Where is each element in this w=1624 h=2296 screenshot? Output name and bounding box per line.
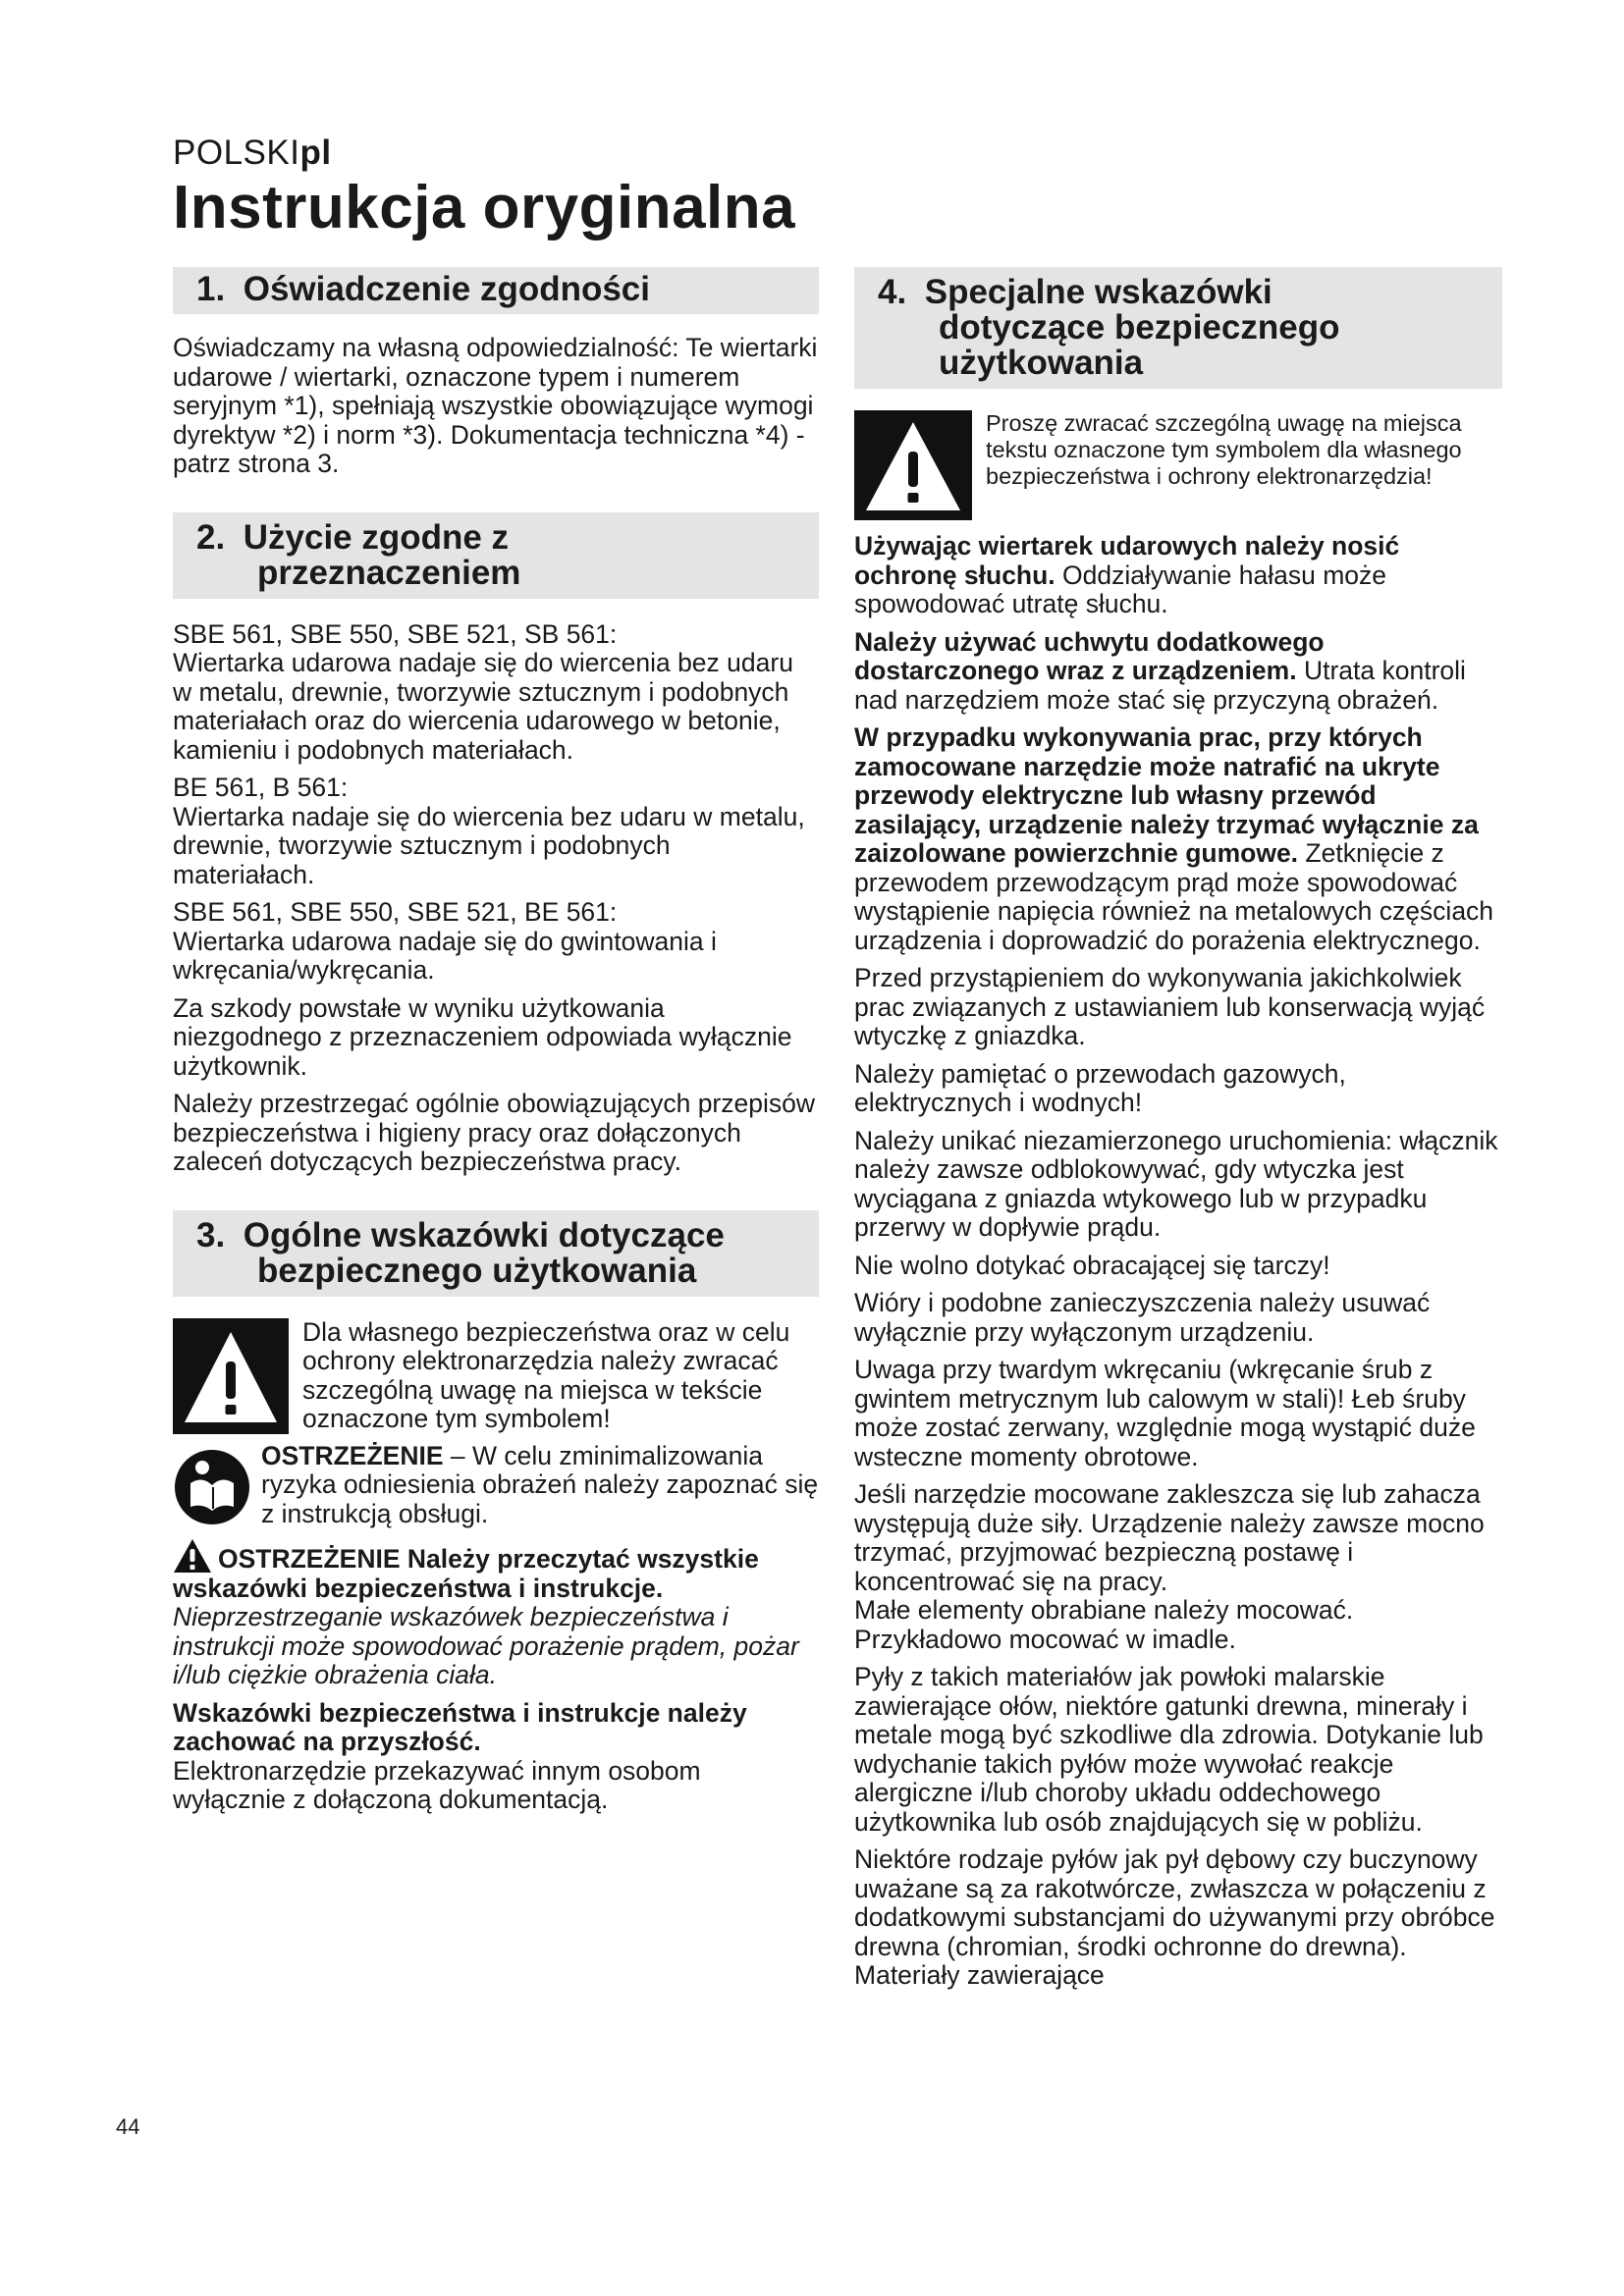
model-list: SBE 561, SBE 550, SBE 521, SB 561:	[173, 618, 618, 649]
section-1-title: Oświadczenie zgodności	[243, 270, 650, 308]
section-4-title-line3: użytkowania	[939, 344, 1144, 382]
paragraph-bold: W przypadku wykonywania prac, przy których zamocowane narzędzie może natrafić na ukryte przewody elektryczne lub własny przewód zasilający, urządzenie należy trzymać wyłącznie za zaizolowane powierzchnie gumowe.	[854, 722, 1479, 868]
section-4-paragraph-10: Jeśli narzędzie mocowane zakleszcza się lub zahacza występują duże siły. Urządzenie należy zawsze mocno trzymać, przyjmować bezpieczną postawę i koncentrować się na pracy.	[854, 1479, 1485, 1596]
section-4-paragraph-1	[854, 532, 1502, 619]
section-4-paragraph-11: Małe elementy obrabiane należy mocować. Przykładowo mocować w imadle.	[854, 1595, 1354, 1654]
page-title: Instrukcja oryginalna	[173, 174, 796, 241]
section-4-paragraph-8: Wióry i podobne zanieczyszczenia należy usuwać wyłącznie przy wyłączonym urządzeniu.	[854, 1288, 1431, 1347]
section-1-text: Oświadczamy na własną odpowiedzialność: Te wiertarki udarowe / wiertarki, oznaczone typem i numerem seryjnym *1), spełniają wszystkie obowiązujące wymogi dyrektyw *2) i norm *3). Dokumentacja techniczna *4) - patrz strona 3.	[173, 333, 818, 478]
section-3-number: 3.	[196, 1215, 226, 1255]
section-3-title-line1: Ogólne wskazówki dotyczące	[243, 1215, 725, 1255]
section-2-title-line2: przeznaczeniem	[257, 553, 521, 592]
section-4-title-line2: dotyczące bezpiecznego	[939, 308, 1340, 347]
language-code: pl	[299, 133, 332, 172]
section-2-paragraph-1	[173, 620, 819, 766]
section-4-heading	[854, 267, 1502, 389]
section-4-paragraph-12: Pyły z takich materiałów jak powłoki malarskie zawierające ołów, niektóre gatunki drewna, minerały i metale mogą być szkodliwe dla zdrowia. Dotykanie lub wdychanie takich pyłów może wywołać reakcje alergiczne i/lub choroby układu oddechowego użytkownika lub osób znajdujących się w pobliżu.	[854, 1662, 1484, 1837]
right-column	[854, 267, 1502, 1991]
model-list: SBE 561, SBE 550, SBE 521, BE 561:	[173, 897, 618, 927]
section-4-paragraph-2	[854, 628, 1502, 716]
warning-label: OSTRZEŻENIE	[261, 1440, 444, 1470]
read-instructions-warning	[173, 1538, 819, 1690]
section-2-number: 2.	[196, 517, 226, 557]
section-3-heading	[173, 1210, 819, 1297]
section-2-heading	[173, 512, 819, 599]
section-2-paragraph-3	[173, 898, 819, 986]
paragraph-text: Zetknięcie z przewodem przewodzącym prąd może spowodować wystąpienie napięcia również na metalowych częściach urządzenia i doprowadzić do porażenia elektrycznego.	[854, 838, 1494, 955]
paragraph-text: Oddziaływanie hałasu może spowodować utratę słuchu.	[854, 560, 1386, 618]
read-manual-text	[261, 1442, 819, 1529]
paragraph-text: Wiertarka nadaje się do wiercenia bez udaru w metalu, drewnie, tworzywie sztucznym i podobnych materiałach.	[173, 801, 805, 889]
section-4-title-line1: Specjalne wskazówki	[924, 273, 1272, 311]
page-number: 44	[116, 2114, 140, 2139]
paragraph-bold: Używając wiertarek udarowych należy nosić ochronę słuchu.	[854, 531, 1400, 590]
section-3-warning-text: Dla własnego bezpieczeństwa oraz w celu ochrony elektronarzędzia należy zwracać szczególną uwagę na miejsca w tekście oznaczone tym symbolem!	[302, 1316, 790, 1433]
language-name: POLSKI	[173, 133, 300, 172]
read-manual-block	[173, 1442, 819, 1529]
section-4-paragraph-9: Uwaga przy twardym wkręcaniu (wkręcanie śrub z gwintem metrycznym lub calowym w stali)! Łeb śruby może zostać zerwany, względnie mogą wystąpić duże wsteczne momenty obrotowe.	[854, 1355, 1476, 1471]
paragraph-text: Wiertarka udarowa nadaje się do wiercenia bez udaru w metalu, drewnie, tworzywie sztucznym i podobnych materiałach oraz do wiercenia udarowego w betonie, kamieniu i podobnych materiałach.	[173, 648, 793, 765]
warning-triangle-icon	[854, 410, 972, 520]
section-1-number: 1.	[196, 270, 226, 308]
section-4-warning-text: Proszę zwracać szczególną uwagę na miejsca tekstu oznaczone tym symbolem dla własnego bezpieczeństwa i ochrony elektronarzędzia!	[986, 410, 1462, 489]
section-2-paragraph-2	[173, 774, 819, 889]
section-2-paragraph-4: Za szkody powstałe w wyniku użytkowania niezgodnego z przeznaczeniem odpowiada wyłącznie użytkownik.	[173, 992, 792, 1081]
section-4-paragraph-13: Niektóre rodzaje pyłów jak pył dębowy czy buczynowy uważane są za rakotwórcze, zwłaszcza w połączeniu z dodatkowymi substancjami do używanymi przy obróbce drewna (chromian, środki ochronne do drewna). Materiały zawierające	[854, 1844, 1495, 1990]
section-4-paragraph-6: Należy unikać niezamierzonego uruchomienia: włącznik należy zawsze odblokowywać, gdy wtyczka jest wyciągana z gniazda wtykowego lub w przypadku przerwy w dopływie prądu.	[854, 1125, 1498, 1242]
keep-instructions-paragraph	[173, 1699, 819, 1815]
keep-bold-text: Wskazówki bezpieczeństwa i instrukcje należy zachować na przyszłość.	[173, 1697, 747, 1756]
left-column	[173, 267, 819, 1815]
section-4-warning-block	[854, 410, 1502, 520]
keep-text: Elektronarzędzie przekazywać innym osobom wyłącznie z dołączoną dokumentacją.	[173, 1755, 701, 1814]
section-4-paragraph-3	[854, 723, 1502, 955]
section-4-paragraph-7: Nie wolno dotykać obracającej się tarczy!	[854, 1250, 1330, 1280]
language-label	[173, 133, 332, 173]
section-2-title-line1: Użycie zgodne z	[243, 517, 510, 557]
section-1-heading	[173, 267, 819, 314]
warning-bold-text: OSTRZEŻENIE Należy przeczytać wszystkie wskazówki bezpieczeństwa i instrukcje.	[173, 1544, 759, 1603]
section-3-title-line2: bezpiecznego użytkowania	[257, 1251, 697, 1290]
read-manual-sentence: – W celu zminimalizowania ryzyka odniesienia obrażeń należy zapoznać się z instrukcją obsługi.	[261, 1440, 819, 1528]
section-2-paragraph-5: Należy przestrzegać ogólnie obowiązujących przepisów bezpieczeństwa i higieny pracy oraz dołączonych zaleceń dotyczących bezpieczeństwa pracy.	[173, 1089, 815, 1176]
section-3-warning-block	[173, 1318, 819, 1434]
paragraph-bold: Należy używać uchwytu dodatkowego dostarczonego wraz z urządzeniem.	[854, 626, 1325, 685]
read-manual-icon	[173, 1448, 251, 1526]
warning-triangle-small-icon	[173, 1538, 212, 1574]
model-list: BE 561, B 561:	[173, 773, 349, 802]
warning-italic-text: Nieprzestrzeganie wskazówek bezpieczeństwa i instrukcji może spowodować porażenie prądem, pożar i/lub ciężkie obrażenia ciała.	[173, 1602, 799, 1689]
section-4-paragraph-5: Należy pamiętać o przewodach gazowych, elektrycznych i wodnych!	[854, 1058, 1346, 1117]
paragraph-text: Wiertarka udarowa nadaje się do gwintowania i wkręcania/wykręcania.	[173, 926, 717, 985]
section-4-number: 4.	[878, 273, 907, 311]
section-4-paragraph-4: Przed przystąpieniem do wykonywania jakichkolwiek prac związanych z ustawianiem lub konserwacją wyjąć wtyczkę z gniazdka.	[854, 963, 1486, 1050]
warning-triangle-icon	[173, 1318, 289, 1434]
paragraph-text: Utrata kontroli nad narzędziem może stać się przyczyną obrażeń.	[854, 656, 1466, 715]
